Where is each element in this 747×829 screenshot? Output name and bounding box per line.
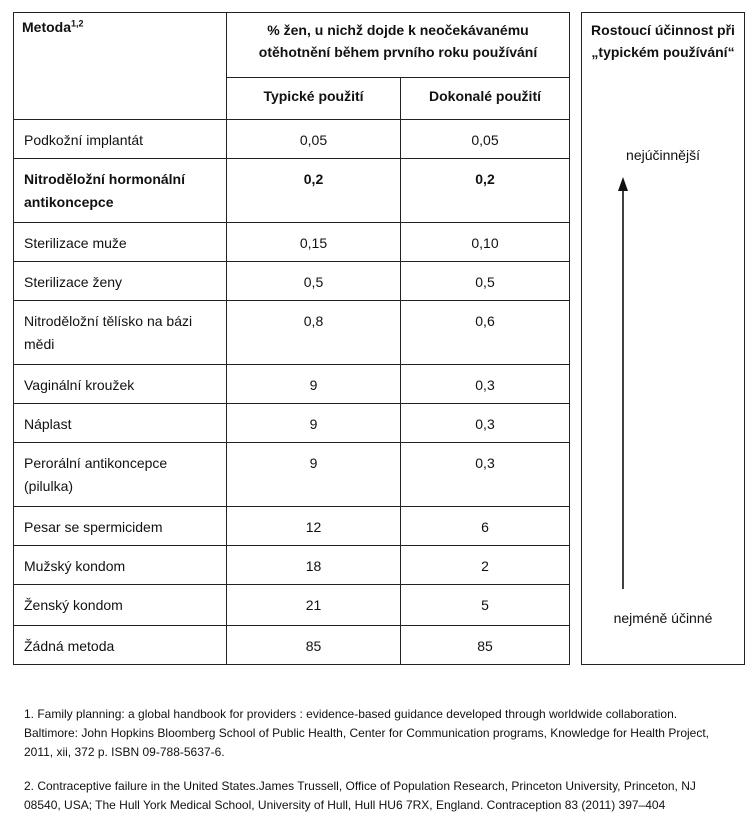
perfect-use-cell [401,365,570,404]
method-cell-text: Sterilizace muže [24,235,127,251]
perfect-use-cell [401,262,570,301]
method-cell-text: Pesar se spermicidem [24,519,163,535]
typical-use-cell-text: 18 [305,558,322,574]
perfect-use-cell [401,585,570,626]
least-effective-label: nejméně účinné [613,610,713,626]
typical-use-cell-text: 0,2 [303,171,324,187]
typical-use-cell [227,159,401,223]
typical-use-cell [227,443,401,507]
perfect-use-cell [401,159,570,223]
method-cell-text: Mužský kondom [24,558,126,574]
method-cell [14,546,227,585]
method-cell [14,365,227,404]
method-cell [14,223,227,262]
method-cell-text: Vaginální kroužek [24,377,135,393]
perfect-use-cell-text: 0,3 [475,377,495,393]
method-cell [14,120,227,159]
typical-use-cell [227,262,401,301]
typical-use-cell-text: 9 [309,377,318,393]
most-effective-label: nejúčinnější [626,147,700,163]
header-row [14,13,745,78]
typical-use-cell-text: 0,15 [299,235,328,251]
footnote-2: 2. Contraceptive failure in the United States.James Trussell, Office of Population Research, Princeton University, Princeton, NJ 08540, USA; The Hull York Medical School, University of Hull, Hull HU6 7RX, England. Contraception 83 (2011) 397–404 [24,779,696,812]
typical-use-cell-text: 9 [309,416,318,432]
column-spacer [570,13,582,665]
typical-use-cell [227,404,401,443]
effectiveness-column [582,13,745,665]
method-cell [14,159,227,223]
perfect-use-cell-text: 0,2 [475,171,495,187]
typical-use-cell-text: 85 [305,638,322,654]
perfect-use-cell-text: 2 [481,558,489,574]
perfect-use-cell-text: 0,5 [475,274,495,290]
perfect-use-cell [401,546,570,585]
typical-use-cell [227,546,401,585]
typical-use-cell-text: 9 [309,455,318,471]
method-cell-text: Žádná metoda [24,638,115,654]
perfect-use-cell-text: 5 [481,597,489,613]
typical-use-cell-text: 12 [305,519,322,535]
typical-use-cell [227,507,401,546]
method-header-label: Metoda [22,19,71,35]
method-cell-text: Perorální antikoncepce (pilulka) [24,455,168,494]
method-header [14,13,227,120]
method-cell [14,507,227,546]
typical-use-cell [227,301,401,365]
perfect-use-cell [401,626,570,665]
method-cell [14,404,227,443]
method-cell-text: Podkožní implantát [24,132,144,148]
method-header-superscript: 1,2 [71,18,84,29]
effectiveness-header: Rostoucí účinnost při „typickém používání“ [591,22,735,60]
perfect-use-cell [401,223,570,262]
perfect-use-label: Dokonalé použití [429,88,541,104]
typical-use-header [227,78,401,120]
method-cell [14,301,227,365]
perfect-use-cell-text: 85 [477,638,493,654]
typical-use-cell [227,585,401,626]
perfect-use-cell [401,301,570,365]
typical-use-cell-text: 21 [305,597,322,613]
up-arrow-icon [582,13,745,663]
perfect-use-cell-text: 6 [481,519,489,535]
method-cell [14,262,227,301]
method-cell [14,443,227,507]
method-cell-text: Ženský kondom [24,597,123,613]
percent-header-label: % žen, u nichž dojde k neočekávanému otěhotnění během prvního roku používání [258,22,538,60]
perfect-use-cell-text: 0,6 [475,313,495,329]
method-cell [14,626,227,665]
perfect-use-header [401,78,570,120]
typical-use-label: Typické použití [263,88,364,104]
typical-use-cell [227,626,401,665]
method-cell-text: Nitroděložní hormonální antikoncepce [24,171,185,210]
footnotes [24,705,729,815]
perfect-use-cell [401,120,570,159]
perfect-use-cell-text: 0,3 [475,455,495,471]
perfect-use-cell [401,404,570,443]
typical-use-cell [227,365,401,404]
perfect-use-cell [401,443,570,507]
typical-use-cell [227,120,401,159]
typical-use-cell-text: 0,05 [299,132,328,148]
method-cell [14,585,227,626]
method-cell-text: Nitroděložní tělísko na bázi mědi [24,313,193,352]
percent-header [227,13,570,78]
typical-use-cell-text: 0,5 [303,274,324,290]
contraception-effectiveness-table [13,12,745,665]
typical-use-cell [227,223,401,262]
perfect-use-cell-text: 0,10 [471,235,499,251]
method-cell-text: Náplast [24,416,72,432]
method-cell-text: Sterilizace ženy [24,274,123,290]
perfect-use-cell-text: 0,05 [471,132,499,148]
perfect-use-cell-text: 0,3 [475,416,495,432]
typical-use-cell-text: 0,8 [303,313,324,329]
footnote-1: 1. Family planning: a global handbook for providers : evidence-based guidance developed through worldwide collaboration. Baltimore: John Hopkins Bloomberg School of Public Health, Center for Communication programs, Knowledge for Health Project, 2011, xii, 372 p. ISBN 09-788-5637-6. [24,707,709,759]
perfect-use-cell [401,507,570,546]
